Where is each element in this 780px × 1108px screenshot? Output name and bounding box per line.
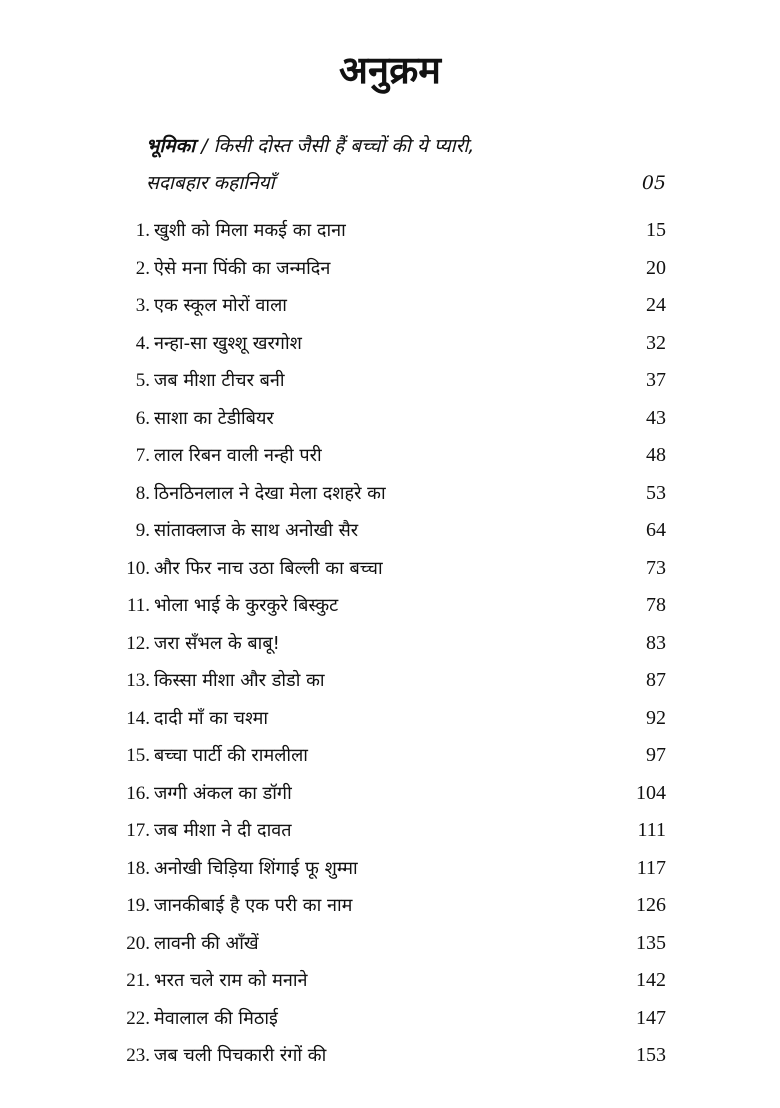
- toc-entry-number: 19.: [126, 895, 150, 916]
- toc-entry-page: 83: [646, 631, 666, 654]
- toc-entry-title: साशा का टेडीबियर: [154, 407, 274, 429]
- toc-entry-page: 153: [636, 1044, 666, 1066]
- toc-entry-title: जरा सँभल के बाबू!: [154, 632, 280, 654]
- preface-label: भूमिका: [146, 135, 196, 157]
- toc-entry[interactable]: [100, 887, 666, 925]
- toc-entry-title: भरत चले राम को मनाने: [154, 970, 308, 991]
- toc-entry-title: एक स्कूल मोरों वाला: [154, 295, 287, 316]
- toc-entry-page: 104: [636, 781, 666, 804]
- toc-list: [100, 212, 666, 1075]
- toc-entry-number: 6.: [135, 407, 150, 429]
- toc-entry-title: जब मीशा ने दी दावत: [154, 820, 292, 841]
- page-title: अनुक्रम: [338, 48, 442, 92]
- toc-entry[interactable]: [100, 212, 666, 250]
- toc-entry-page: 78: [646, 594, 666, 616]
- toc-entry[interactable]: [100, 625, 666, 663]
- preface-title-line2: सदाबहार कहानियाँ: [146, 172, 275, 194]
- toc-entry-number: 1.: [135, 220, 150, 241]
- toc-entry-page: 15: [646, 219, 666, 241]
- toc-entry-title: बच्चा पार्टी की रामलीला: [154, 745, 308, 766]
- toc-entry-number: 9.: [135, 520, 150, 541]
- toc-entry-page: 73: [646, 556, 666, 579]
- toc-entry-page: 142: [636, 969, 666, 991]
- toc-entry-number: 21.: [126, 970, 150, 991]
- toc-entry-number: 2.: [135, 257, 150, 279]
- toc-entry-title: जग्गी अंकल का डॉगी: [154, 782, 292, 804]
- preface-separator: /: [195, 135, 214, 157]
- toc-entry-title: जब चली पिचकारी रंगों की: [154, 1045, 327, 1066]
- toc-entry-number: 13.: [126, 670, 150, 691]
- toc-entry[interactable]: [100, 662, 666, 700]
- toc-entry-page: 32: [646, 331, 666, 354]
- toc-entry-page: 53: [646, 481, 666, 504]
- toc-entry-title: लाल रिबन वाली नन्ही परी: [154, 445, 322, 466]
- toc-entry[interactable]: [100, 925, 666, 963]
- toc-entry-page: 111: [637, 819, 666, 841]
- toc-entry-page: 37: [646, 369, 666, 391]
- toc-entry[interactable]: [100, 1037, 666, 1075]
- toc-entry-title: भोला भाई के कुरकुरे बिस्कुट: [154, 595, 339, 616]
- toc-entry-page: 92: [646, 706, 666, 729]
- toc-entry-title: ऐसे मना पिंकी का जन्मदिन: [154, 257, 331, 279]
- toc-entry-number: 16.: [126, 782, 150, 804]
- toc-entry-number: 10.: [126, 557, 150, 579]
- toc-entry-page: 64: [646, 519, 666, 541]
- toc-entry[interactable]: [100, 962, 666, 1000]
- toc-entry[interactable]: [100, 400, 666, 438]
- toc-entry-number: 20.: [126, 932, 150, 954]
- preface-line-2: [146, 165, 666, 202]
- toc-entry[interactable]: [100, 1000, 666, 1038]
- toc-entry-page: 48: [646, 444, 666, 466]
- toc-entry[interactable]: [100, 550, 666, 588]
- toc-entry-page: 135: [636, 931, 666, 954]
- toc-entry-number: 8.: [135, 482, 150, 504]
- toc-entry-title: ठिनठिनलाल ने देखा मेला दशहरे का: [154, 482, 386, 504]
- toc-entry-page: 43: [646, 406, 666, 429]
- toc-entry-number: 7.: [135, 445, 150, 466]
- preface-line-1: [146, 128, 666, 165]
- toc-entry-title: मेवालाल की मिठाई: [154, 1007, 278, 1029]
- toc-entry[interactable]: [100, 362, 666, 400]
- toc-entry[interactable]: [100, 775, 666, 813]
- toc-entry-title: सांताक्लाज के साथ अनोखी सैर: [154, 520, 359, 541]
- toc-entry[interactable]: [100, 700, 666, 738]
- toc-entry-title: नन्हा-सा खुश्शू खरगोश: [154, 332, 302, 354]
- toc-entry[interactable]: [100, 512, 666, 550]
- toc-entry[interactable]: [100, 325, 666, 363]
- toc-entry-page: 147: [636, 1006, 666, 1029]
- preface-entry[interactable]: [146, 128, 666, 202]
- toc-entry-number: 23.: [126, 1045, 150, 1066]
- toc-entry-title: जानकीबाई है एक परी का नाम: [154, 895, 353, 916]
- toc-entry[interactable]: [100, 250, 666, 288]
- toc-entry-title: खुशी को मिला मकई का दाना: [154, 220, 346, 241]
- toc-entry-page: 20: [646, 256, 666, 279]
- toc-entry[interactable]: [100, 812, 666, 850]
- toc-entry-number: 11.: [126, 595, 150, 616]
- toc-entry-page: 126: [636, 894, 666, 916]
- toc-entry-title: अनोखी चिड़िया शिंगाई फू शुम्मा: [154, 857, 358, 879]
- toc-entry-title: जब मीशा टीचर बनी: [154, 370, 285, 391]
- toc-entry-title: लावनी की आँखें: [154, 932, 259, 954]
- toc-entry[interactable]: [100, 287, 666, 325]
- toc-entry-number: 22.: [126, 1007, 150, 1029]
- toc-entry[interactable]: [100, 587, 666, 625]
- toc-entry[interactable]: [100, 437, 666, 475]
- toc-entry-number: 5.: [135, 370, 150, 391]
- toc-entry-title: और फिर नाच उठा बिल्ली का बच्चा: [154, 557, 383, 579]
- toc-entry-number: 18.: [126, 857, 150, 879]
- toc-entry[interactable]: [100, 737, 666, 775]
- toc-entry[interactable]: [100, 475, 666, 513]
- toc-entry[interactable]: [100, 850, 666, 888]
- toc-entry-number: 12.: [126, 632, 150, 654]
- toc-entry-number: 17.: [126, 820, 150, 841]
- toc-entry-page: 117: [636, 856, 666, 879]
- toc-entry-title: दादी माँ का चश्मा: [154, 707, 269, 729]
- toc-entry-number: 3.: [135, 295, 150, 316]
- toc-entry-page: 24: [646, 294, 666, 316]
- preface-page-number: 05: [641, 172, 666, 194]
- toc-entry-title: किस्सा मीशा और डोडो का: [154, 670, 325, 691]
- toc-entry-page: 97: [646, 744, 666, 766]
- toc-entry-number: 4.: [135, 332, 150, 354]
- toc-entry-number: 15.: [126, 745, 150, 766]
- toc-entry-page: 87: [646, 669, 666, 691]
- toc-entry-number: 14.: [126, 707, 150, 729]
- preface-title-line1: किसी दोस्त जैसी हैं बच्चों की ये प्यारी,: [213, 135, 475, 157]
